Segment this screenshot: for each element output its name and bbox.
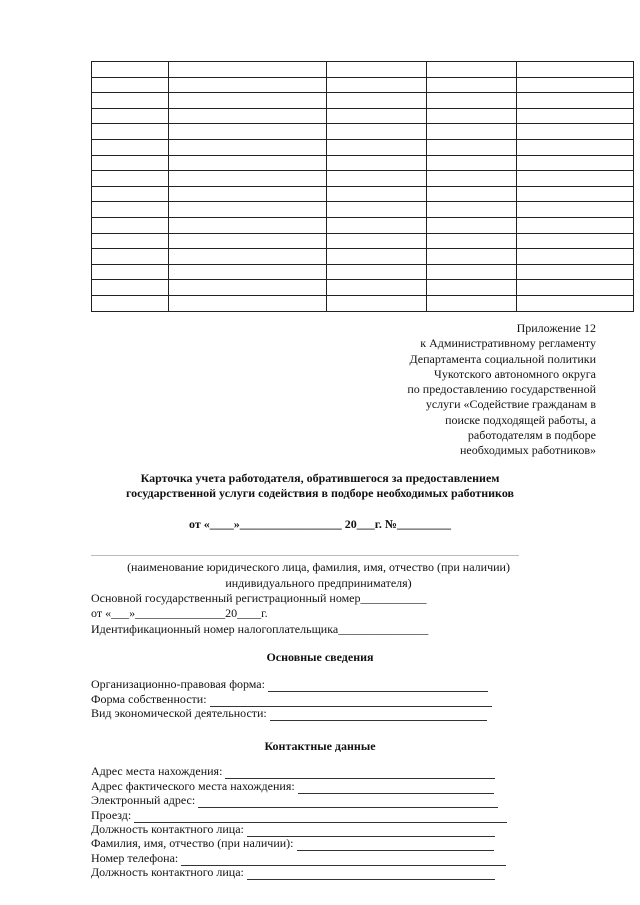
table-cell <box>427 155 517 171</box>
table-cell <box>169 233 327 249</box>
document-title <box>0 471 640 502</box>
caption-line-1: (наименование юридического лица, фамилия, имя, отчество (при наличии) <box>127 560 510 574</box>
appendix-line: по предоставлению государственной <box>407 382 596 397</box>
table-cell <box>517 171 634 187</box>
table-cell <box>327 280 427 296</box>
table-cell <box>427 139 517 155</box>
field-label: Проезд: <box>91 807 132 822</box>
table-cell <box>92 139 169 155</box>
table-cell <box>169 139 327 155</box>
table-cell <box>517 77 634 93</box>
table-row <box>92 124 634 140</box>
appendix-line: необходимых работников» <box>459 443 596 458</box>
table-row <box>92 155 634 171</box>
table-cell <box>427 77 517 93</box>
ogrn-date-line: от «___»_______________20____г. <box>91 606 268 621</box>
table-cell <box>517 217 634 233</box>
form-field <box>91 794 507 808</box>
blank-table <box>91 61 634 312</box>
table-cell <box>169 264 327 280</box>
table-cell <box>517 202 634 218</box>
date-number-line: от «____»_________________ 20___г. №_________ <box>189 517 451 531</box>
table-cell <box>92 295 169 311</box>
field-label: Фамилия, имя, отчество (при наличии): <box>91 836 294 851</box>
table-cell <box>427 217 517 233</box>
field-label: Форма собственности: <box>91 691 207 706</box>
basic-info-fields <box>91 678 492 721</box>
appendix-reference <box>407 321 596 459</box>
table-cell <box>427 124 517 140</box>
table-cell <box>517 124 634 140</box>
table-cell <box>427 233 517 249</box>
appendix-line: услуги «Содействие гражданам в <box>425 397 596 412</box>
table-cell <box>92 108 169 124</box>
table-cell <box>169 62 327 78</box>
table-cell <box>92 233 169 249</box>
table-cell <box>517 280 634 296</box>
table-cell <box>92 249 169 265</box>
field-label: Номер телефона: <box>91 850 179 865</box>
appendix-line: работодателям в подборе <box>467 428 596 443</box>
inn-line: Идентификационный номер налогоплательщика_______________ <box>91 621 429 636</box>
field-label: Адрес места нахождения: <box>91 764 223 779</box>
table-row <box>92 139 634 155</box>
title-line-1: Карточка учета работодателя, обратившегося за предоставлением <box>140 471 500 485</box>
table-cell <box>517 139 634 155</box>
table-row <box>92 202 634 218</box>
form-field <box>91 837 507 851</box>
table-cell <box>517 186 634 202</box>
contacts-heading: Контактные данные <box>264 739 376 753</box>
table-cell <box>92 202 169 218</box>
field-label: Должность контактного лица: <box>91 865 244 880</box>
table-cell <box>427 186 517 202</box>
table-row <box>92 171 634 187</box>
appendix-line: Чукотского автономного округа <box>434 366 596 381</box>
form-field <box>91 707 492 721</box>
form-field <box>91 808 507 822</box>
table-row <box>92 77 634 93</box>
table-cell <box>169 217 327 233</box>
table-cell <box>427 93 517 109</box>
table-cell <box>327 124 427 140</box>
contacts-fields <box>91 765 507 880</box>
table-cell <box>517 264 634 280</box>
table-row <box>92 93 634 109</box>
table-cell <box>327 171 427 187</box>
table-cell <box>517 62 634 78</box>
field-blank <box>247 825 495 837</box>
table-cell <box>327 108 427 124</box>
table-cell <box>169 171 327 187</box>
table-cell <box>169 124 327 140</box>
table-cell <box>517 233 634 249</box>
table-cell <box>427 280 517 296</box>
appendix-line: Департамента социальной политики <box>409 351 596 366</box>
table-cell <box>169 186 327 202</box>
table-row <box>92 280 634 296</box>
form-field <box>91 779 507 793</box>
table-cell <box>169 202 327 218</box>
table-cell <box>169 295 327 311</box>
table-cell <box>327 233 427 249</box>
table-row <box>92 249 634 265</box>
table-cell <box>517 93 634 109</box>
caption-line-2: индивидуального предпринимателя) <box>225 575 412 590</box>
table-cell <box>327 295 427 311</box>
table-cell <box>327 77 427 93</box>
table-row <box>92 295 634 311</box>
table-cell <box>427 295 517 311</box>
table-cell <box>327 62 427 78</box>
table-cell <box>92 217 169 233</box>
form-field <box>91 678 492 692</box>
table-cell <box>517 249 634 265</box>
table-row <box>92 233 634 249</box>
registration-block <box>91 591 428 637</box>
table-cell <box>517 295 634 311</box>
table-row <box>92 217 634 233</box>
table-row <box>92 264 634 280</box>
table-cell <box>427 264 517 280</box>
title-line-2: государственной услуги содействия в подборе необходимых работников <box>125 486 514 501</box>
table-cell <box>327 202 427 218</box>
table-cell <box>327 264 427 280</box>
form-field <box>91 866 507 880</box>
table-cell <box>327 186 427 202</box>
table-cell <box>92 62 169 78</box>
field-blank <box>268 680 488 692</box>
field-label: Электронный адрес: <box>91 793 196 808</box>
table-cell <box>427 108 517 124</box>
field-blank <box>270 709 487 721</box>
table-cell <box>427 62 517 78</box>
table-cell <box>92 264 169 280</box>
table-cell <box>92 124 169 140</box>
table-cell <box>169 93 327 109</box>
table-cell <box>92 186 169 202</box>
field-blank <box>198 796 498 808</box>
field-blank <box>225 767 495 779</box>
form-field <box>91 692 492 706</box>
table-cell <box>92 77 169 93</box>
employer-name-rule <box>91 555 519 556</box>
table-cell <box>92 171 169 187</box>
form-field <box>91 823 507 837</box>
table-cell <box>427 171 517 187</box>
form-field <box>91 765 507 779</box>
field-label: Организационно-правовая форма: <box>91 677 265 692</box>
table-cell <box>169 108 327 124</box>
table-row <box>92 62 634 78</box>
basic-info-heading: Основные сведения <box>266 650 374 664</box>
field-blank <box>210 695 492 707</box>
field-blank <box>181 854 506 866</box>
field-blank <box>134 811 507 823</box>
table-cell <box>427 202 517 218</box>
employer-name-caption <box>91 560 546 591</box>
table-cell <box>327 217 427 233</box>
table-cell <box>169 155 327 171</box>
table-cell <box>92 155 169 171</box>
table-cell <box>169 280 327 296</box>
table-cell <box>169 249 327 265</box>
field-blank <box>298 782 494 794</box>
form-field <box>91 851 507 865</box>
field-blank <box>297 839 494 851</box>
table-cell <box>327 139 427 155</box>
table-cell <box>427 249 517 265</box>
table-cell <box>92 93 169 109</box>
appendix-line: Приложение 12 <box>516 321 596 335</box>
field-label: Должность контактного лица: <box>91 821 244 836</box>
table-row <box>92 186 634 202</box>
field-blank <box>247 868 495 880</box>
table-cell <box>517 155 634 171</box>
table-cell <box>327 249 427 265</box>
table-cell <box>92 280 169 296</box>
table-cell <box>169 77 327 93</box>
table-cell <box>517 108 634 124</box>
table-cell <box>327 155 427 171</box>
ogrn-line: Основной государственный регистрационный номер___________ <box>91 591 427 605</box>
table-row <box>92 108 634 124</box>
field-label: Адрес фактического места нахождения: <box>91 778 295 793</box>
appendix-line: поиске подходящей работы, а <box>445 412 596 427</box>
table-cell <box>327 93 427 109</box>
field-label: Вид экономической деятельности: <box>91 706 267 721</box>
appendix-line: к Административному регламенту <box>420 336 596 351</box>
